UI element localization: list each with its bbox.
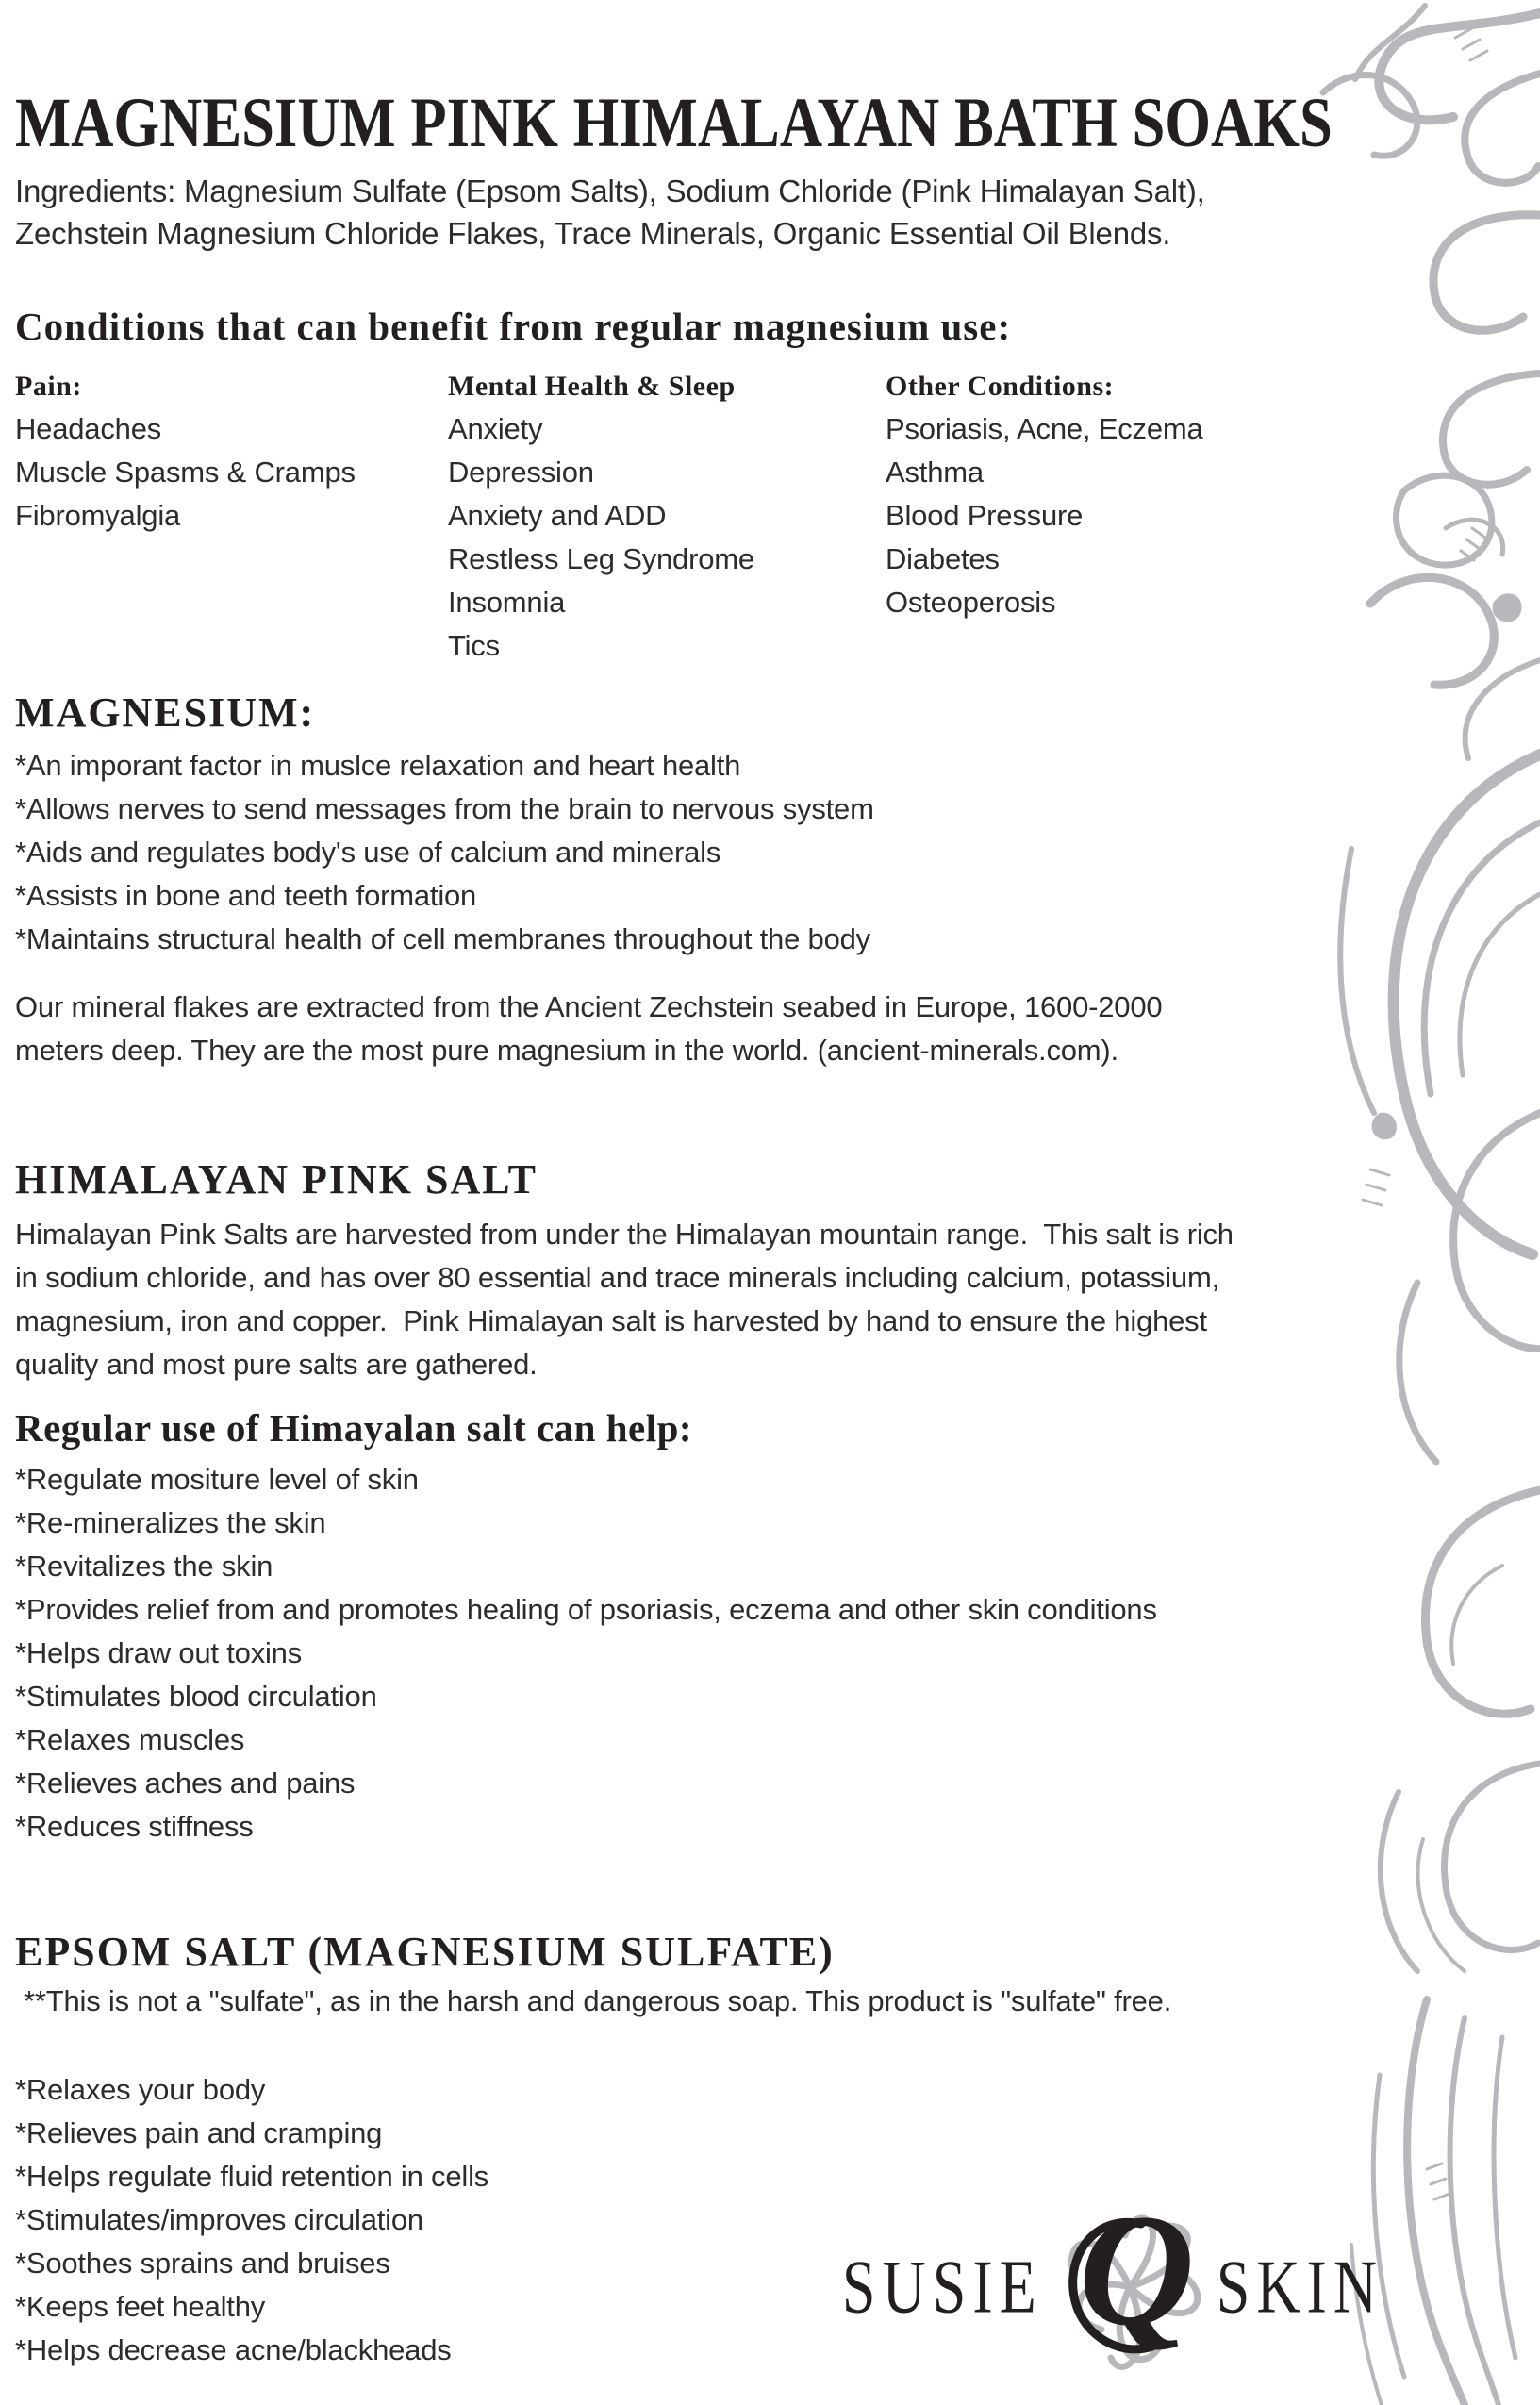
- ingredients-line: Ingredients: Magnesium Sulfate (Epsom Salts), Sodium Chloride (Pink Himalayan Salt),: [15, 174, 1205, 208]
- bullet-item: *Keeps feet healthy: [15, 2290, 266, 2323]
- bullet-item: *Regulate mositure level of skin: [15, 1463, 419, 1496]
- bullet-item: *Stimulates/improves circulation: [15, 2203, 423, 2236]
- conditions-column-mental-health: [448, 366, 886, 668]
- condition-item: Fibromyalgia: [15, 499, 181, 532]
- condition-item: Depression: [448, 456, 594, 489]
- paragraph-line: in sodium chloride, and has over 80 essential and trace minerals including calcium, potassium,: [15, 1261, 1219, 1294]
- page-title: MAGNESIUM PINK HIMALAYAN BATH SOAKS: [15, 82, 1333, 162]
- paragraph-line: magnesium, iron and copper. Pink Himalayan salt is harvested by hand to ensure the highest: [15, 1304, 1207, 1337]
- bullet-item: *Maintains structural health of cell membranes throughout the body: [15, 922, 870, 955]
- himalayan-pink-salt-heading: HIMALAYAN PINK SALT: [15, 1156, 538, 1202]
- bullet-item: *Aids and regulates body's use of calcium and minerals: [15, 836, 721, 869]
- bullet-item: *Stimulates blood circulation: [15, 1680, 377, 1713]
- bullet-item: *Re-mineralizes the skin: [15, 1506, 326, 1539]
- paragraph-line: quality and most pure salts are gathered.: [15, 1348, 538, 1381]
- column-header: Pain:: [15, 371, 82, 402]
- logo-q-letter: Q: [1078, 2181, 1195, 2359]
- bullet-item: *Soothes sprains and bruises: [15, 2247, 390, 2280]
- note-line: Our mineral flakes are extracted from the Ancient Zechstein seabed in Europe, 1600-2000: [15, 990, 1163, 1023]
- ingredients-line: Zechstein Magnesium Chloride Flakes, Trace Minerals, Organic Essential Oil Blends.: [15, 216, 1171, 251]
- condition-item: Psoriasis, Acne, Eczema: [886, 412, 1203, 445]
- condition-item: Headaches: [15, 412, 162, 445]
- magnesium-heading: MAGNESIUM:: [15, 689, 316, 736]
- condition-item: Muscle Spasms & Cramps: [15, 456, 356, 489]
- condition-item: Restless Leg Syndrome: [448, 542, 754, 575]
- bullet-item: *Helps draw out toxins: [15, 1636, 303, 1669]
- column-header: Other Conditions:: [886, 371, 1115, 402]
- bullet-item: *Allows nerves to send messages from the brain to nervous system: [15, 792, 874, 825]
- bullet-item: *Revitalizes the skin: [15, 1550, 273, 1583]
- logo-text-susie: SUSIE: [841, 2245, 1043, 2329]
- condition-item: Anxiety: [448, 412, 543, 445]
- himalayan-paragraph: [15, 1213, 1540, 1386]
- himalayan-benefit-list: [15, 1458, 1540, 1849]
- condition-item: Blood Pressure: [886, 499, 1084, 532]
- bullet-item: *Provides relief from and promotes healing of psoriasis, eczema and other skin conditions: [15, 1593, 1157, 1626]
- condition-item: Asthma: [886, 456, 984, 489]
- bullet-item: *Reduces stiffness: [15, 1810, 254, 1843]
- bullet-item: *Helps decrease acne/blackheads: [15, 2333, 452, 2366]
- bullet-item: *An imporant factor in muslce relaxation and heart health: [15, 749, 741, 782]
- bullet-item: *Relieves pain and cramping: [15, 2116, 383, 2149]
- magnesium-bullet-list: [15, 744, 1540, 961]
- paragraph-line: Himalayan Pink Salts are harvested from under the Himalayan mountain range. This salt is rich: [15, 1218, 1234, 1251]
- condition-item: Insomnia: [448, 586, 566, 619]
- bullet-item: *Assists in bone and teeth formation: [15, 879, 477, 912]
- column-header: Mental Health & Sleep: [448, 371, 736, 402]
- bullet-item: *Helps regulate fluid retention in cells: [15, 2160, 489, 2193]
- bullet-item: *Relaxes your body: [15, 2073, 266, 2106]
- logo-text-skin: SKIN: [1216, 2245, 1384, 2329]
- condition-item: Tics: [448, 629, 500, 662]
- condition-item: Diabetes: [886, 542, 1000, 575]
- conditions-heading: Conditions that can benefit from regular magnesium use:: [15, 305, 1012, 348]
- zechstein-note: [15, 986, 1540, 1072]
- logo-q-monogram: [1035, 2181, 1224, 2386]
- susie-q-skin-logo: [830, 2181, 1396, 2386]
- bullet-item: *Relieves aches and pains: [15, 1766, 356, 1800]
- conditions-columns: [15, 366, 1354, 668]
- condition-item: Osteoperosis: [886, 586, 1056, 619]
- himalayan-benefits-heading: Regular use of Himayalan salt can help:: [15, 1406, 693, 1450]
- conditions-column-pain: [15, 366, 448, 668]
- epsom-salt-heading: EPSOM SALT (MAGNESIUM SULFATE): [15, 1929, 835, 1975]
- bullet-item: *Relaxes muscles: [15, 1723, 245, 1756]
- note-line: meters deep. They are the most pure magnesium in the world. (ancient-minerals.com).: [15, 1034, 1118, 1067]
- epsom-sulfate-note: **This is not a "sulfate", as in the harsh and dangerous soap. This product is "sulfate" free.: [24, 1984, 1172, 2017]
- condition-item: Anxiety and ADD: [448, 499, 667, 532]
- conditions-column-other: [886, 366, 1354, 668]
